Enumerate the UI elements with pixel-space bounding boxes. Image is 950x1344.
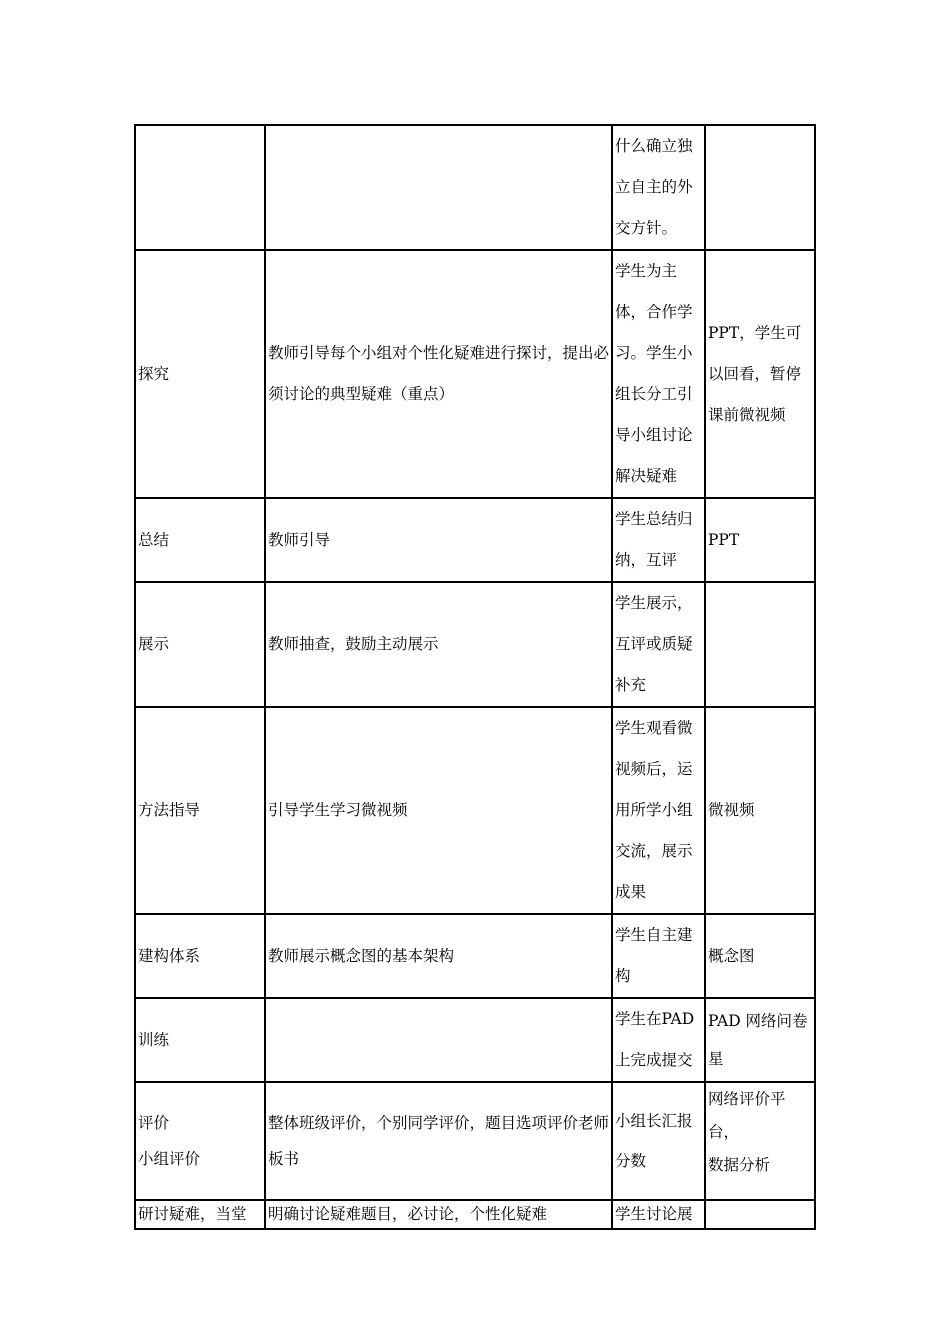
teacher-activity-cell: 教师抽查，鼓励主动展示 xyxy=(265,582,612,707)
table-row xyxy=(135,498,815,582)
student-activity-cell: 学生总结归纳，互评 xyxy=(612,498,705,582)
phase-cell: 探究 xyxy=(135,250,265,498)
student-activity-cell: 学生为主体，合作学习。学生小组长分工引导小组讨论解决疑难 xyxy=(612,250,705,498)
table-row xyxy=(135,998,815,1082)
media-cell xyxy=(705,582,815,707)
teacher-activity-cell: 教师引导 xyxy=(265,498,612,582)
phase-cell xyxy=(135,125,265,250)
table-row xyxy=(135,125,815,250)
phase-cell: 建构体系 xyxy=(135,914,265,998)
teacher-activity-cell: 引导学生学习微视频 xyxy=(265,707,612,914)
teacher-activity-cell xyxy=(265,998,612,1082)
table-row xyxy=(135,582,815,707)
media-cell: 微视频 xyxy=(705,707,815,914)
media-cell: PPT，学生可以回看，暂停课前微视频 xyxy=(705,250,815,498)
teacher-activity-cell xyxy=(265,125,612,250)
table-row xyxy=(135,1200,815,1229)
table-row xyxy=(135,250,815,498)
media-cell: PPT xyxy=(705,498,815,582)
student-activity-cell: 什么确立独立自主的外交方针。 xyxy=(612,125,705,250)
table-row xyxy=(135,1082,815,1200)
student-activity-cell: 学生展示，互评或质疑补充 xyxy=(612,582,705,707)
phase-cell: 方法指导 xyxy=(135,707,265,914)
phase-cell: 训练 xyxy=(135,998,265,1082)
phase-cell: 研讨疑难，当堂 xyxy=(135,1200,265,1229)
teacher-activity-cell: 教师展示概念图的基本架构 xyxy=(265,914,612,998)
media-cell: PAD 网络问卷星 xyxy=(705,998,815,1082)
table-row xyxy=(135,914,815,998)
student-activity-cell: 学生观看微视频后，运用所学小组交流，展示成果 xyxy=(612,707,705,914)
media-cell: 网络评价平台， 数据分析 xyxy=(705,1082,815,1200)
phase-cell: 总结 xyxy=(135,498,265,582)
teacher-activity-cell: 教师引导每个小组对个性化疑难进行探讨，提出必须讨论的典型疑难（重点） xyxy=(265,250,612,498)
media-cell: 概念图 xyxy=(705,914,815,998)
student-activity-cell: 小组长汇报分数 xyxy=(612,1082,705,1200)
student-activity-cell: 学生在PAD上完成提交 xyxy=(612,998,705,1082)
phase-cell: 评价 小组评价 xyxy=(135,1082,265,1200)
student-activity-cell: 学生讨论展 xyxy=(612,1200,705,1229)
media-cell xyxy=(705,125,815,250)
phase-cell: 展示 xyxy=(135,582,265,707)
media-cell xyxy=(705,1200,815,1229)
student-activity-cell: 学生自主建构 xyxy=(612,914,705,998)
teacher-activity-cell: 明确讨论疑难题目，必讨论，个性化疑难 xyxy=(265,1200,612,1229)
teacher-activity-cell: 整体班级评价，个别同学评价，题目选项评价老师板书 xyxy=(265,1082,612,1200)
lesson-plan-table xyxy=(134,124,816,1230)
table-row xyxy=(135,707,815,914)
